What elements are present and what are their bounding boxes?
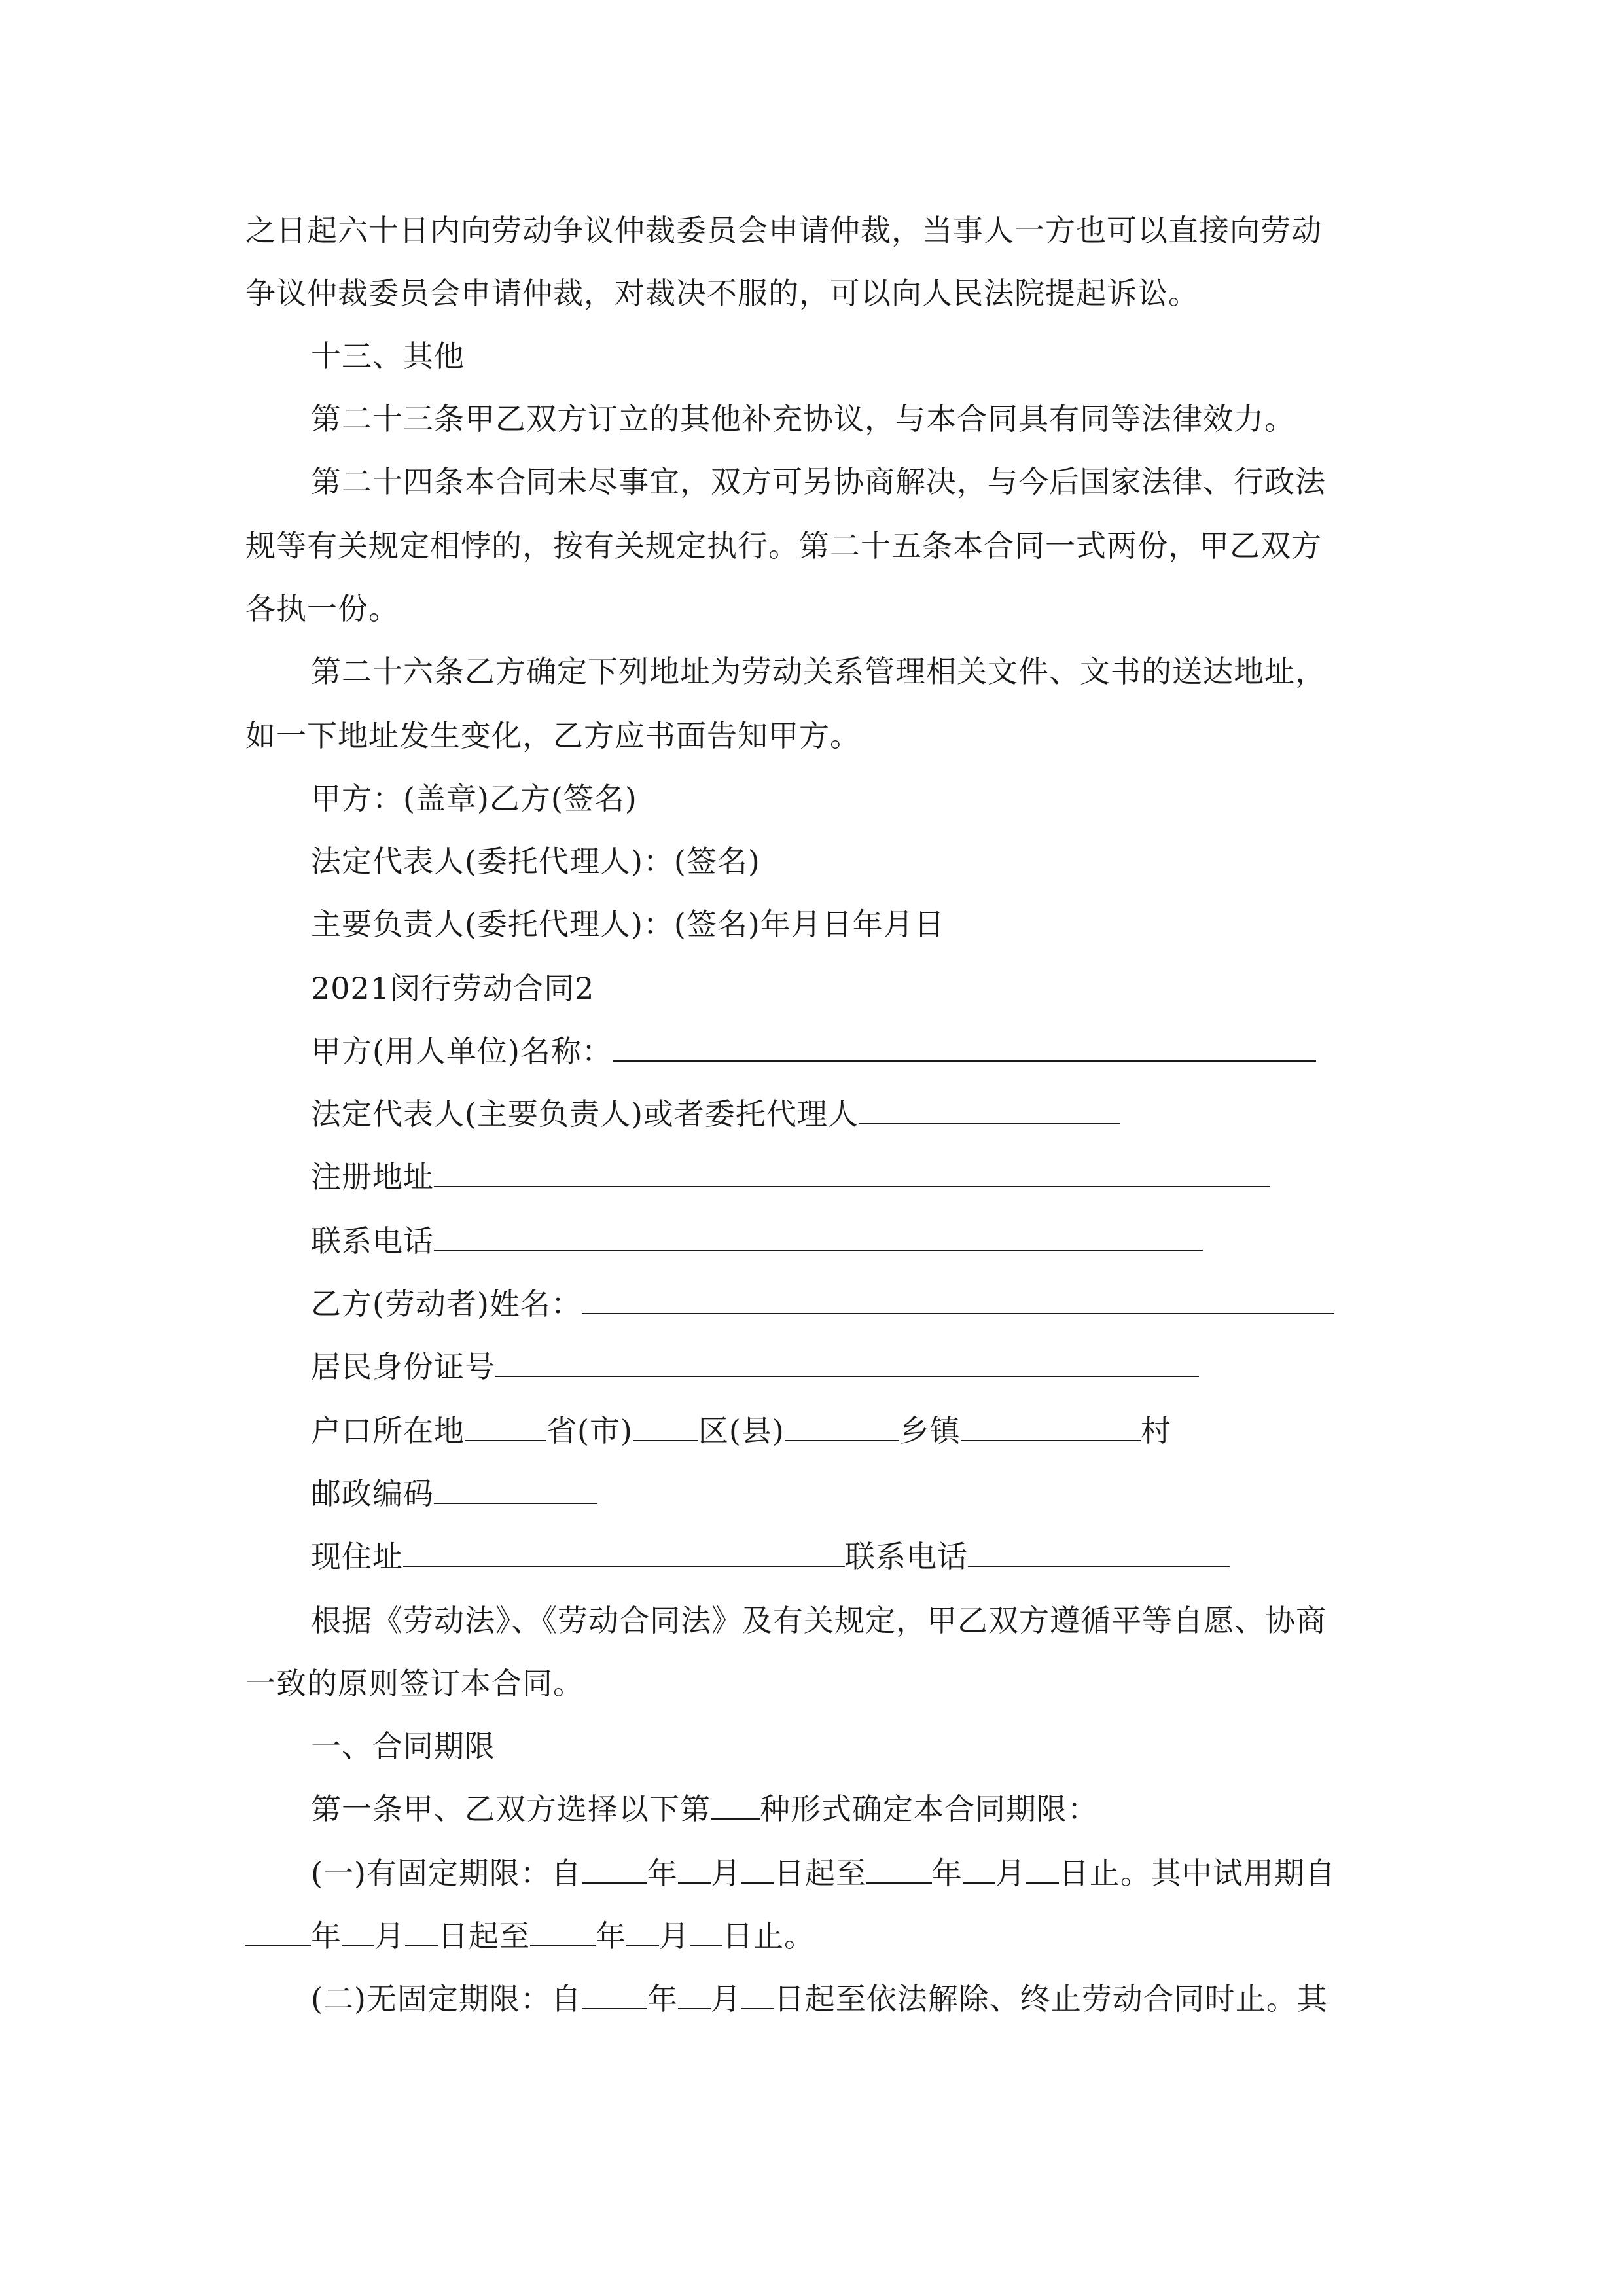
paragraph-line: 第二十六条乙方确定下列地址为劳动关系管理相关文件、文书的送达地址， [311,654,1326,689]
month-label: 月 [710,1856,741,1891]
postcode-row [311,1474,597,1513]
month-blank[interactable] [678,1979,711,2009]
year-blank[interactable] [245,1916,311,1946]
open-term-row [311,1979,1328,2018]
term-choice-blank[interactable] [711,1789,760,1820]
month-blank[interactable] [626,1916,659,1946]
household-label: 户口所在地 [311,1413,465,1448]
employer-phone-blank[interactable] [434,1221,1203,1251]
year-label: 年 [311,1918,342,1954]
id-number-blank[interactable] [495,1347,1199,1377]
fixed-term-label: (一)有固定期限：自 [311,1856,582,1891]
district-blank[interactable] [633,1411,698,1441]
paragraph-line: 争议仲裁委员会申请仲裁，对裁决不服的，可以向人民法院提起诉讼。 [245,276,1199,311]
employer-phone-label: 联系电话 [311,1223,434,1259]
employer-name-blank[interactable] [613,1031,1316,1062]
year-label: 年 [596,1918,626,1954]
contract-title: 2021闵行劳动合同2 [311,971,595,1006]
fixed-term-row [311,1854,1336,1893]
signature-line: 主要负责人(委托代理人)：(签名)年月日年月日 [311,906,945,942]
employee-phone-label: 联系电话 [845,1539,968,1574]
year-blank[interactable] [530,1916,596,1946]
registered-address-label: 注册地址 [311,1159,434,1194]
term-choice-label: 第一条甲、乙双方选择以下第 [311,1791,711,1827]
year-blank[interactable] [582,1979,647,2009]
employer-name-row [311,1031,1316,1071]
signature-line: 甲方：(盖章)乙方(签名) [311,781,637,816]
town-label: 乡镇 [899,1413,961,1448]
probation-label: 日止。其中试用期自 [1058,1856,1336,1891]
id-number-row [311,1347,1199,1386]
household-row [311,1411,1171,1450]
until-label: 日止。 [722,1918,815,1954]
employee-name-label: 乙方(劳动者)姓名： [311,1286,582,1321]
paragraph-line: 各执一份。 [245,591,399,626]
registered-address-row [311,1157,1270,1196]
term-choice-row [311,1789,1098,1829]
town-blank[interactable] [785,1411,899,1441]
village-blank[interactable] [961,1411,1141,1441]
month-label: 月 [710,1981,741,2017]
current-address-label: 现住址 [311,1539,403,1574]
section-heading: 十三、其他 [311,338,465,374]
employer-name-label: 甲方(用人单位)名称： [311,1033,613,1069]
legal-rep-row [311,1094,1120,1134]
current-address-blank[interactable] [403,1537,845,1567]
month-blank[interactable] [963,1854,995,1884]
month-label: 月 [995,1856,1026,1891]
village-label: 村 [1140,1413,1171,1448]
employee-name-row [311,1284,1334,1323]
paragraph-line: 规等有关规定相悖的，按有关规定执行。第二十五条本合同一式两份，甲乙双方 [245,528,1322,564]
open-term-label: (二)无固定期限：自 [311,1981,582,2017]
month-label: 月 [659,1918,690,1954]
paragraph-line: 第二十四条本合同未尽事宜，双方可另协商解决，与今后国家法律、行政法 [311,464,1326,499]
paragraph-line: 如一下地址发生变化，乙方应书面告知甲方。 [245,718,861,753]
district-label: 区(县) [698,1413,785,1448]
section-heading: 一、合同期限 [311,1729,495,1764]
paragraph-line: 根据《劳动法》、《劳动合同法》及有关规定，甲乙双方遵循平等自愿、协商 [311,1603,1327,1638]
employer-phone-row [311,1221,1203,1261]
legal-rep-blank[interactable] [859,1094,1120,1124]
month-blank[interactable] [342,1916,374,1946]
registered-address-blank[interactable] [434,1157,1270,1187]
probation-row [245,1916,815,1956]
legal-rep-label: 法定代表人(主要负责人)或者委托代理人 [311,1096,859,1132]
year-label: 年 [931,1856,963,1891]
from-label: 日起至 [774,1856,866,1891]
year-blank[interactable] [582,1854,647,1884]
province-blank[interactable] [465,1411,546,1441]
id-number-label: 居民身份证号 [311,1349,495,1384]
paragraph-line: 第二十三条甲乙双方订立的其他补充协议，与本合同具有同等法律效力。 [311,401,1295,437]
day-blank[interactable] [741,1854,774,1884]
year-label: 年 [647,1856,678,1891]
paragraph-line: 一致的原则签订本合同。 [245,1666,584,1701]
month-label: 月 [374,1918,405,1954]
day-blank[interactable] [690,1916,722,1946]
paragraph-line: 之日起六十日内向劳动争议仲裁委员会申请仲裁，当事人一方也可以直接向劳动 [245,213,1322,248]
year-blank[interactable] [866,1854,932,1884]
current-address-row [311,1537,1230,1576]
day-blank[interactable] [1026,1854,1059,1884]
postcode-label: 邮政编码 [311,1476,434,1511]
postcode-blank[interactable] [434,1474,597,1504]
day-blank[interactable] [405,1916,438,1946]
employee-phone-blank[interactable] [968,1537,1230,1567]
province-label: 省(市) [546,1413,633,1448]
day-blank[interactable] [741,1979,774,2009]
from-label: 日起至 [438,1918,530,1954]
term-choice-label-2: 种形式确定本合同期限： [760,1791,1098,1827]
employee-name-blank[interactable] [582,1284,1334,1314]
signature-line: 法定代表人(委托代理人)：(签名) [311,844,760,879]
year-label: 年 [647,1981,678,2017]
open-term-tail: 日起至依法解除、终止劳动合同时止。其 [774,1981,1328,2017]
month-blank[interactable] [678,1854,711,1884]
